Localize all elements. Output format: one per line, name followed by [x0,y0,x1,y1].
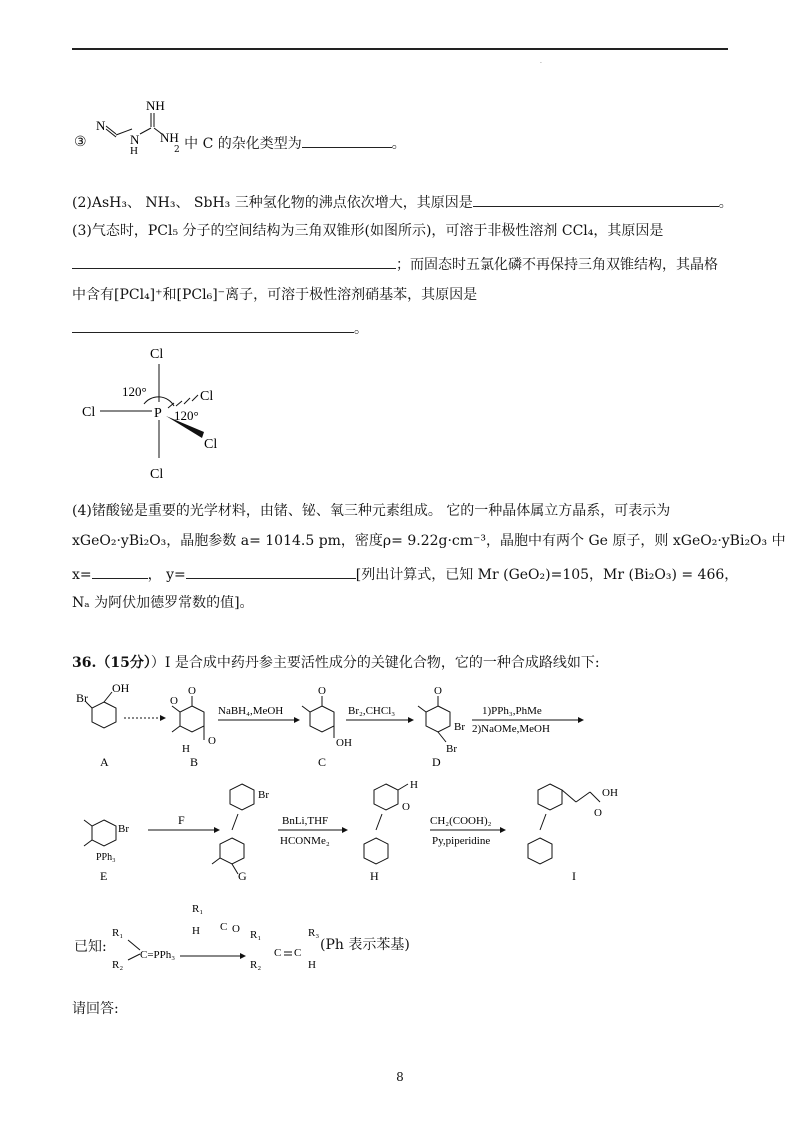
p4-line3: x= ， y= [列出计算式，已知 Mr (GeO₂)=105，Mr (Bi₂O₃) = 466， [72,564,738,584]
p3-line4: 。 [72,318,368,338]
p4-line2: xGeO₂·yBi₂O₃，晶胞参数 a= 1014.5 pm，密度ρ= 9.22g·cm⁻³，晶胞中有两个 Ge 原子，则 xGeO₂·yBi₂O₃ 中 [72,533,786,549]
compound-I [528,784,618,883]
svg-text:C=PPh₃: C=PPh₃ [140,949,176,961]
svg-text:O: O [232,923,240,935]
svg-text:OH: OH [336,737,352,749]
answer-prompt: 请回答: [72,1001,119,1017]
pcl5-cl-top: Cl [150,347,164,362]
p4-y-blank[interactable] [186,564,356,579]
compound-B [170,685,216,769]
compound-A [76,681,130,769]
svg-text:OH: OH [602,787,618,799]
svg-text:PPh₃: PPh₃ [96,852,116,863]
header-dot: · [540,60,542,67]
label-B: B [190,755,199,769]
p4-line1: (4)锗酸铋是重要的光学材料，由锗、铋、氧三种元素组成。 它的一种晶体属立方晶系，可表示为 [72,503,671,519]
reagent-EG: F [178,813,185,827]
q36-heading: 36.（15分））I 是合成中药丹参主要活性成分的关键化合物，它的一种合成路线如下: [72,655,600,671]
struct-n-label: N [96,118,106,133]
svg-text:Br: Br [454,721,465,733]
struct-n2-label: N [130,132,140,147]
reagent-HI-1: CH₂(COOH)₂ [430,815,492,827]
q3-marker: ③ [74,134,87,150]
pcl5-angle-2: 120° [174,408,199,423]
svg-text:O: O [402,801,410,813]
label-C: C [318,755,327,769]
q36-number: 36.（15分） [72,655,151,671]
pcl5-cl-bottom: Cl [150,467,164,482]
q3-answer-blank[interactable] [302,133,392,148]
cyanoguanidine-structure [94,94,180,154]
label-G: G [238,869,247,883]
p2-line: (2)AsH₃、 NH₃、 SbH₃ 三种氢化物的沸点依次增大，其原因是 。 [72,192,733,212]
svg-text:H: H [192,925,200,937]
svg-text:C: C [220,921,228,933]
p4-x-blank[interactable] [92,564,148,579]
pcl5-cl-left: Cl [82,405,96,420]
synthesis-scheme-row1 [72,678,728,773]
svg-text:Br: Br [446,743,457,755]
known-note: (Ph 表示苯基) [320,937,410,953]
synthesis-scheme-row2 [72,768,728,888]
p3-answer-blank-1[interactable] [72,254,396,269]
pcl5-structure [78,340,248,490]
p3-answer-blank-2[interactable] [72,318,354,333]
svg-text:O: O [188,685,196,697]
compound-C [302,685,352,769]
compound-G [212,784,269,883]
svg-text:R₃: R₃ [308,927,320,939]
svg-text:C: C [294,947,302,959]
reagent-HI-2: Py,piperidine [432,835,491,847]
compound-H [364,779,418,883]
p2-answer-blank[interactable] [473,192,719,207]
reagent-DE-2: 2)NaOMe,MeOH [472,723,550,735]
reagent-DE-1: 1)PPh₃,PhMe [482,705,542,717]
reagent-GH-2: HCONMe₂ [280,835,330,847]
label-A: A [100,755,109,769]
header-rule [72,48,728,50]
p3-line2: ；而固态时五氯化磷不再保持三角双锥结构，其晶格 [72,254,718,274]
p3-line1: (3)气态时，PCl₅ 分子的空间结构为三角双锥形(如图所示)，可溶于非极性溶剂 CCl₄，其原因是 [72,223,664,239]
struct-nh2-label: NH [160,130,179,145]
q3-text: $_2$ 中 C 的杂化类型为 。 [174,133,406,153]
label-E: E [100,869,108,883]
svg-text:O: O [594,807,602,819]
struct-nh-label: NH [146,98,165,113]
svg-text:OH: OH [112,681,130,695]
svg-text:O: O [208,735,216,747]
pcl5-angle-1: 120° [122,384,147,399]
p4-line4: Nₐ 为阿伏加德罗常数的值]。 [72,595,254,611]
pcl5-p: P [154,406,162,421]
pcl5-cl-right-down: Cl [204,437,218,452]
pcl5-cl-right-up: Cl [200,389,214,404]
reagent-GH-1: BnLi,THF [282,815,329,827]
label-I: I [572,869,576,883]
svg-text:H: H [308,959,316,971]
svg-text:C: C [274,947,282,959]
svg-text:Br: Br [118,823,129,835]
compound-D [418,685,465,769]
svg-text:O: O [318,685,326,697]
known-label: 已知: [74,939,107,955]
svg-text:O: O [170,695,178,707]
svg-text:R₂: R₂ [250,959,262,971]
reagent-CD: Br₂,CHCl₃ [348,705,396,717]
svg-text:H: H [182,743,190,755]
svg-text:R₂: R₂ [112,959,124,971]
svg-text:O: O [434,685,442,697]
svg-text:Br: Br [258,789,269,801]
svg-text:R₁: R₁ [250,929,262,941]
svg-text:H: H [410,779,418,791]
p3-line3: 中含有[PCl₄]⁺和[PCl₆]⁻离子，可溶于极性溶剂硝基苯，其原因是 [72,287,478,303]
struct-h-label: H [130,145,138,154]
reagent-BC: NaBH₄,MeOH [218,705,284,717]
svg-text:R₁: R₁ [112,927,124,939]
svg-text:R₁: R₁ [192,903,204,915]
svg-text:Br: Br [76,691,88,705]
label-D: D [432,755,441,769]
label-H: H [370,869,379,883]
compound-E [84,820,129,883]
page-number: 8 [396,1070,404,1084]
